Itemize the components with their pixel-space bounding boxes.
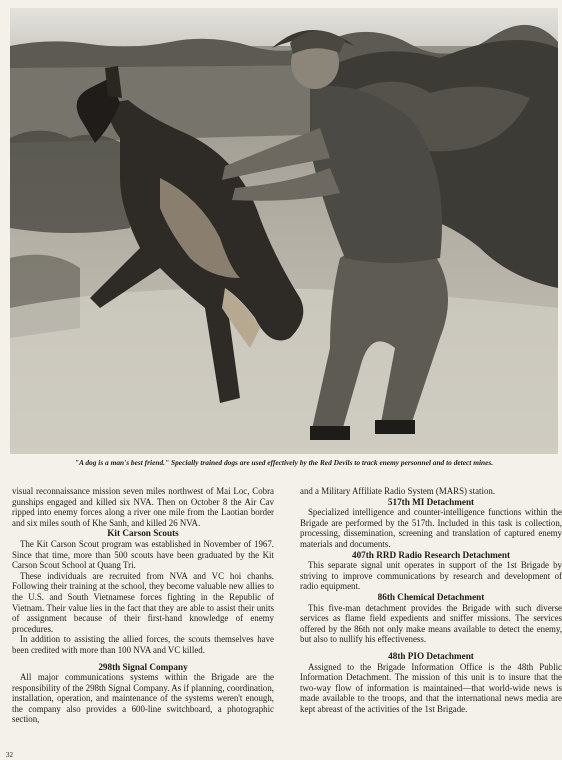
right-paragraph-3: This separate signal unit operates in support of the 1st Brigade by striving to improve communications by research and development of radio equipment. [300,560,562,592]
caption-quote: "A dog is a man's best friend." [74,458,170,467]
right-paragraph-4: This five-man detachment provides the Brigade with such diverse services as flame field expedients and sniffer missions. The services offered by the 86th not only make means available to detect the enemy, but also to nullify his effectiveness. [300,602,562,645]
heading-517th-mi-detachment: 517th MI Detachment [387,496,475,507]
left-paragraph-3: These individuals are recruited from NVA and VC hoi chanhs. Following their training at the school, they become valuable new allies to the U.S. and South Vietnamese forces fighting in the Republic of Vietnam. Their value lies in the fact that they are able to assist their units of assignment because of their first-hand knowledge of enemy procedures. [12,570,274,634]
heading-86th-chemical-detachment: 86th Chemical Detachment [377,591,485,602]
left-paragraph-1: visual reconnaissance mission seven miles northwest of Mai Loc, Cobra gunships engaged and killed six NVA. Then on October 8 the Air Cav ripped into enemy forces along a river one mile from the Laotian border and six miles south of Khe Sanh, and killed 26 NVA. [12,486,274,528]
right-paragraph-5: Assigned to the Brigade Information Office is the 48th Public Information Detachment. The mission of this unit is to insure that the two-way flow of information is maintained—that world-wide news is made available to the troops, and that the international news media are kept abreast of the activities of the 1st Brigade. [300,661,562,714]
right-paragraph-1: and a Military Affiliate Radio System (MARS) station. [300,486,496,496]
photo-soldier-training-dog [10,8,558,454]
left-paragraph-4: In addition to assisting the allied forces, the scouts themselves have been credited with more than 100 NVA and VC killed. [12,634,274,655]
left-column [12,486,274,725]
page-number: 32 [6,751,13,759]
heading-kit-carson-scouts: Kit Carson Scouts [107,528,179,539]
left-paragraph-2: The Kit Carson Scout program was established in November of 1967. Since that time, more than 500 scouts have been graduated by the Kit Carson Scout School at Quang Tri. [12,538,274,571]
heading-407th-rrd: 407th RRD Radio Research Detachment [351,549,511,560]
photo-illustration [10,8,558,454]
right-paragraph-2: Specialized intelligence and counter-intelligence functions within the Brigade are performed by the 517th. Included in this task is collection, processing, dissemination, screening and translation of captured enemy materials and documents. [300,507,562,549]
left-paragraph-5: All major communications systems within the Brigade are the responsibility of the 298th Signal Company. As if planning, coordination, installation, operation, and maintenance of the systems weren't enough, the company also provides a 600-line switchboard, a photographic section, [12,672,274,725]
heading-298th-signal-company: 298th Signal Company [98,661,188,672]
photo-caption [10,458,558,468]
heading-48th-pio-detachment: 48th PIO Detachment [388,650,474,661]
right-column [300,486,562,714]
caption-text: Specially trained dogs are used effectively by the Red Devils to track enemy personnel and to detect mines. [170,458,494,467]
